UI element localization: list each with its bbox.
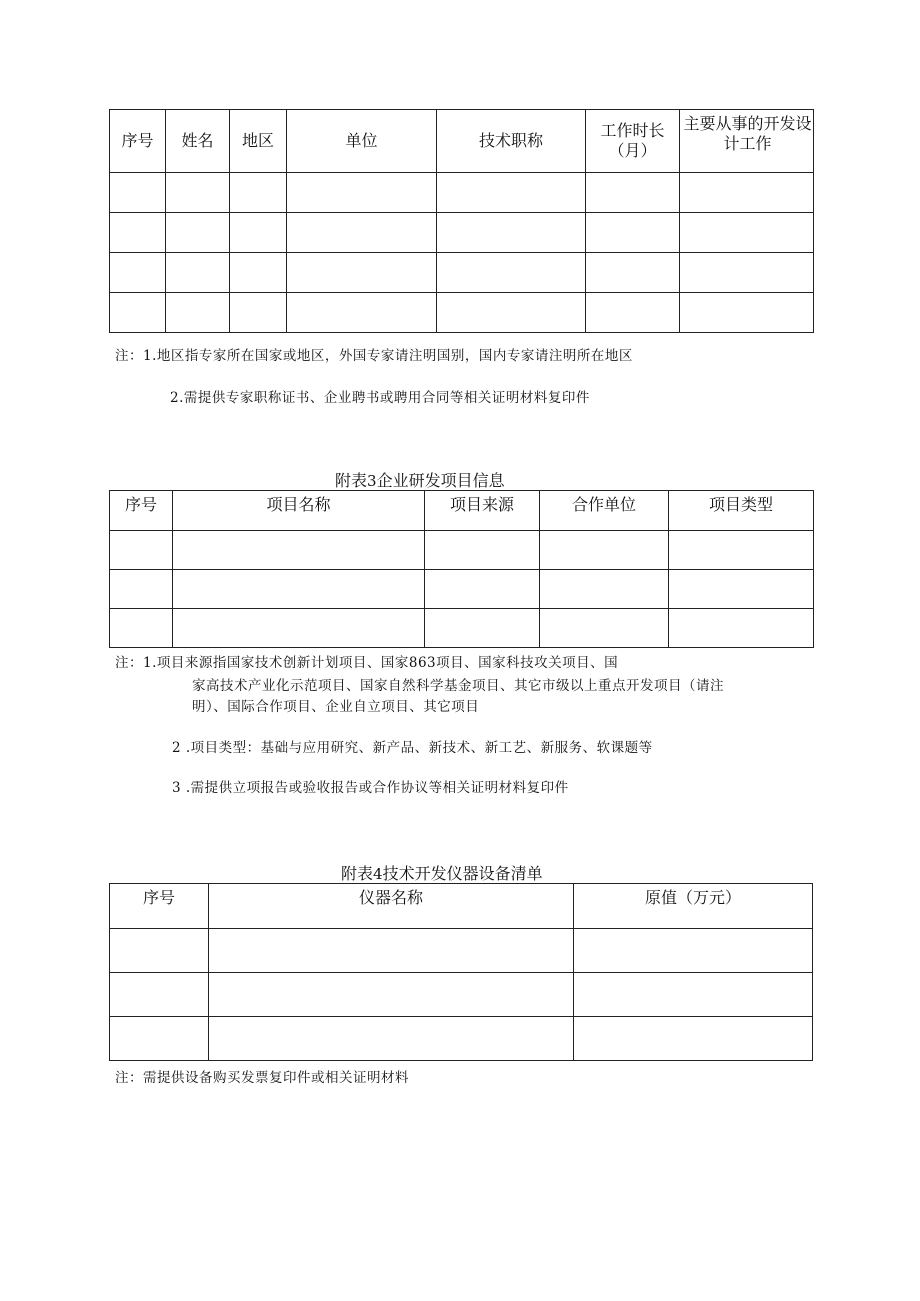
header-project-type: 项目类型: [669, 491, 814, 531]
header-index: 序号: [110, 491, 173, 531]
header-index: 序号: [110, 884, 209, 929]
table-row: [110, 973, 813, 1017]
header-partner: 合作单位: [540, 491, 669, 531]
table-row: [110, 213, 814, 253]
table-row: [110, 173, 814, 213]
experts-note-2: 2.需提供专家职称证书、企业聘书或聘用合同等相关证明材料复印件: [170, 390, 590, 406]
projects-note-1: 注：1.项目来源指国家技术创新计划项目、国家863项目、国家科技攻关项目、国: [115, 655, 619, 671]
experts-table: [109, 109, 814, 333]
header-name: 姓名: [166, 110, 230, 173]
table-row: [110, 293, 814, 333]
header-organization: 单位: [287, 110, 437, 173]
projects-note-1-cont: 家高技术产业化示范项目、国家自然科学基金项目、其它市级以上重点开发项目（请注: [192, 678, 724, 694]
header-index: 序号: [110, 110, 166, 173]
equipment-table: [109, 883, 813, 1061]
table-row: [110, 531, 814, 570]
header-work-duration: 工作时长（月）: [586, 110, 680, 173]
table-row: [110, 570, 814, 609]
equipment-caption: 附表4技术开发仪器设备清单: [341, 864, 543, 883]
table-row: [110, 253, 814, 293]
equipment-note: 注：需提供设备购买发票复印件或相关证明材料: [115, 1070, 409, 1086]
projects-note-3: 3 .需提供立项报告或验收报告或合作协议等相关证明材料复印件: [172, 780, 569, 796]
header-original-value: 原值（万元）: [574, 884, 813, 929]
table-row: [110, 609, 814, 648]
header-region: 地区: [230, 110, 287, 173]
experts-note-1: 注：1.地区指专家所在国家或地区，外国专家请注明国别，国内专家请注明所在地区: [115, 348, 633, 364]
projects-note-1-end: 明）、国际合作项目、企业自立项目、其它项目: [192, 699, 480, 715]
table-row: [110, 1017, 813, 1061]
header-main-work: 主要从事的开发设计工作: [680, 110, 814, 173]
projects-table: [109, 490, 814, 648]
header-title: 技术职称: [437, 110, 586, 173]
header-instrument-name: 仪器名称: [209, 884, 574, 929]
header-project-source: 项目来源: [425, 491, 540, 531]
table-row: [110, 929, 813, 973]
header-project-name: 项目名称: [173, 491, 425, 531]
projects-caption: 附表3企业研发项目信息: [335, 471, 505, 490]
projects-note-2: 2 .项目类型：基础与应用研究、新产品、新技术、新工艺、新服务、软课题等: [172, 740, 653, 756]
